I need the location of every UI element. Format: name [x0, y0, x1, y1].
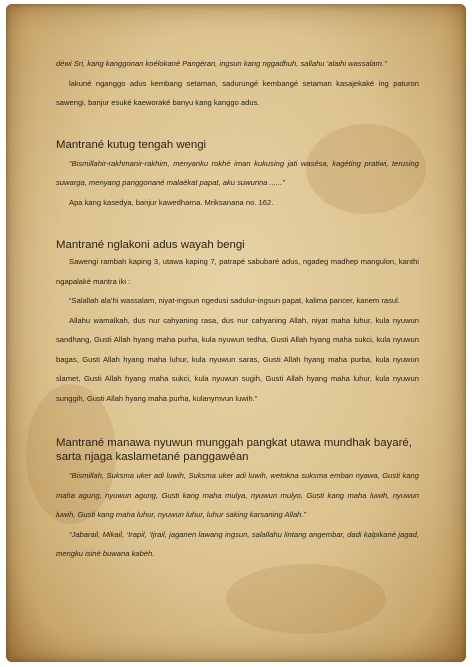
section-note: Apa kang kasedya, banjur kawedharna. Mriksanana no. 162. — [69, 197, 274, 207]
top-paragraph: lakuné nganggo adus kembang setaman, sadurungé kembangé setaman kasajekaké ing paturon sawengi, banjur esuké kaeworaké banyu kang kanggo adus. — [56, 78, 419, 107]
section-prayer: “Jabarail, Mikail, ‘Irapil, ‘Ijrail, jaganen lawang ingsun, salallahu lintang angembar, dadi kalpikané jagad, mengku isiné buwana kabèh. — [56, 529, 419, 558]
section-prayer: “Bismillahir-rakhmanir-rakhim, menyanku rokhé iman kukusing jati wasésa, kagéting pratiwi, terusing suwarga, menyang panggonané malaékat papat, aku suwunna ......” — [56, 158, 419, 187]
section-heading: Mantrané kutug tengah wengi — [56, 138, 207, 151]
section-heading: Mantrané nglakoni adus wayah bengi — [56, 239, 245, 251]
section-intro: Sawengi rambah kaping 3, utawa kaping 7, patrapé sabubaré adus, ngadeg madhep mangulon, kanthi ngapalaké mantra iki : — [56, 257, 419, 286]
section-prayer: “Salallah ala’hi wassalam, niyat-ingsun ngedusi sadulur-ingsun papat, kalima pancer, kanem rasul. — [69, 296, 400, 305]
page-content — [56, 54, 419, 564]
paper-stain — [226, 564, 386, 634]
top-paragraph-italic: déwi Sri, kang kanggonan koélokané Pangéran, ingsun kang nggadhuh, sallahu ‘alaihi wassalam.” — [56, 59, 387, 68]
section-prayer: Allahu wamalkah, dus nur cahyaning rasa, dus nur cahyaning Allah, niyat maha luhur, kula nyuwun sandhang, Gusti Allah hyang maha purha, kula nyuwun tedha, Gusti Allah hyang maha sukci, kula nyuwun bagas, Gusti Allah hyang maha luhur, kula nyuwun saras, Gusti Allah hyang maha purba, kula nyuwun slamet, Gusti Allah hyang maha sukci, kula nyuwun sugih, Gusti Allah hyang maha luhur, kula nyuwun sunggih, Gusti Allah hyang maha purha, kulanymvun luwih.” — [56, 315, 419, 403]
section-heading: Mantrané manawa nyuwun munggah pangkat utawa mundhak bayaré, sarta njaga kaslametané panggawéan — [56, 437, 412, 463]
aged-paper-page — [6, 4, 466, 662]
section-prayer: “Bismillah, Suksma uker adi luwih, Suksma uker adi luwih, wetokna suksma emban nyawa, Gusti kang maha agung, nyuwun agung, Gusti kang maha mulya, nyuwun mulyo, Gusti kang maha luwih, nyuwun luwih, Gusti kang maha luhur, nyuwun luhur, luhur saking karsaning Allah.” — [56, 471, 419, 519]
